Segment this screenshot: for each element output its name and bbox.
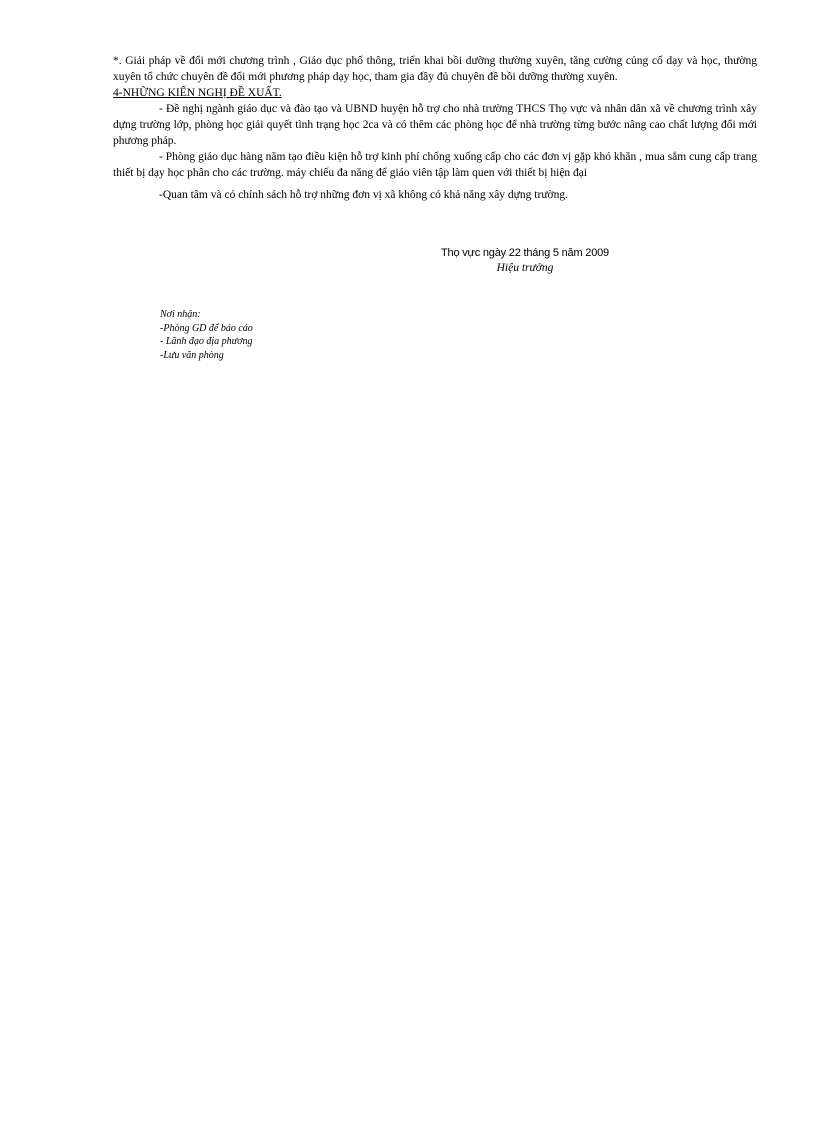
signature-place-date: Thọ vực ngày 22 tháng 5 năm 2009 (441, 247, 609, 259)
recommendation-item: -Quan tâm và có chính sách hỗ trợ những đơn vị xã không có khả năng xây dựng trường. (159, 189, 569, 201)
signature-title: Hiệu trưởng (496, 262, 554, 274)
recipient-item: -Lưu văn phòng (160, 349, 224, 361)
recipient-item: -Phòng GD để báo cáo (160, 322, 253, 334)
recipient-item: - Lãnh đạo địa phương (160, 336, 253, 347)
recipients-label: Nơi nhận: (160, 309, 201, 320)
recommendations-heading: 4-NHỮNG KIẾN NGHỊ ĐỀ XUẤT. (113, 87, 282, 99)
solutions-paragraph: *. Giải pháp về đổi mới chương trình , Giáo dục phổ thông, triển khai bồi dưỡng thường xuyên, tăng cường củng cố dạy và học, thường xuyên tổ chức chuyên đề đổi mới phương pháp dạy học, tham gia đầy đủ chuyên đề bồi dưỡng thường xuyên. (113, 55, 757, 83)
recommendation-item: - Đề nghị ngành giáo dục và đào tạo và UBND huyện hỗ trợ cho nhà trường THCS Thọ vực và nhân dân xã về chương trình xây dựng trường lớp, phòng học giải quyết tình trạng học 2ca và có thêm các phòng học để nhà trường từng bước nâng cao chất lượng đổi mới phương pháp. (113, 103, 757, 147)
signature-block (380, 246, 670, 276)
recipients-block (160, 308, 253, 362)
recommendation-item: - Phòng giáo dục hàng năm tạo điều kiện hỗ trợ kinh phí chống xuống cấp cho các đơn vị gặp khó khăn , mua sắm cung cấp trang thiết bị dạy học phân cho các trường. máy chiếu đa năng để giáo viên tập làm quen với thiết bị hiện đại (113, 151, 757, 179)
document-body (113, 53, 757, 203)
